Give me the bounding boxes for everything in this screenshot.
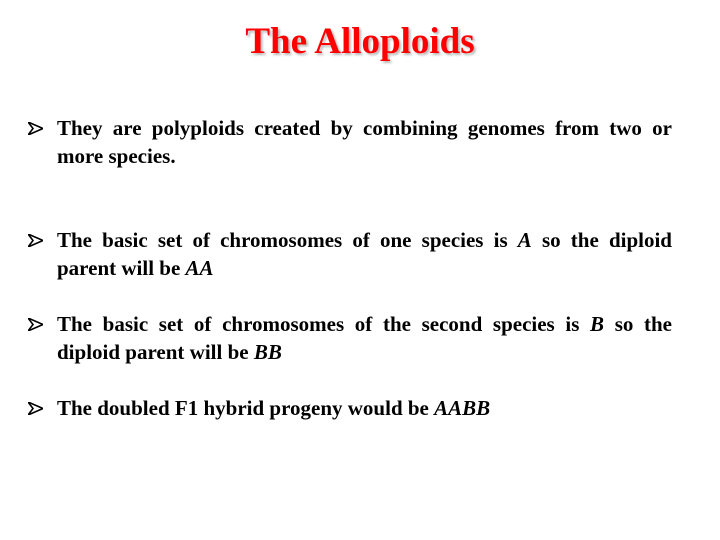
- genome-symbol: AABB: [434, 396, 491, 420]
- arrowhead-bullet-icon: [28, 311, 46, 337]
- bullet-text: The basic set of chromosomes of one species is: [57, 228, 518, 252]
- genome-symbol: B: [590, 312, 605, 336]
- bullet-item: [28, 226, 672, 282]
- genome-symbol: AA: [185, 256, 214, 280]
- bullet-text: so the diploid parent will be: [57, 312, 673, 364]
- arrowhead-bullet-icon: [28, 115, 46, 141]
- bullet-item: [28, 114, 672, 170]
- slide-title: The Alloploids: [245, 21, 475, 62]
- genome-symbol: A: [517, 228, 532, 252]
- arrowhead-bullet-icon: [28, 227, 46, 253]
- bullet-item: [28, 310, 672, 366]
- bullet-text: The doubled F1 hybrid progeny would be: [57, 396, 435, 420]
- bullet-text: so the diploid parent will be: [57, 228, 672, 280]
- genome-symbol: BB: [253, 340, 282, 364]
- bullet-item: [28, 394, 672, 422]
- bullet-text: The basic set of chromosomes of the second species is: [57, 312, 591, 336]
- bullet-text: They are polyploids created by combining genomes from two or more species.: [57, 116, 672, 168]
- bullet-list: [28, 114, 672, 422]
- arrowhead-bullet-icon: [28, 395, 46, 421]
